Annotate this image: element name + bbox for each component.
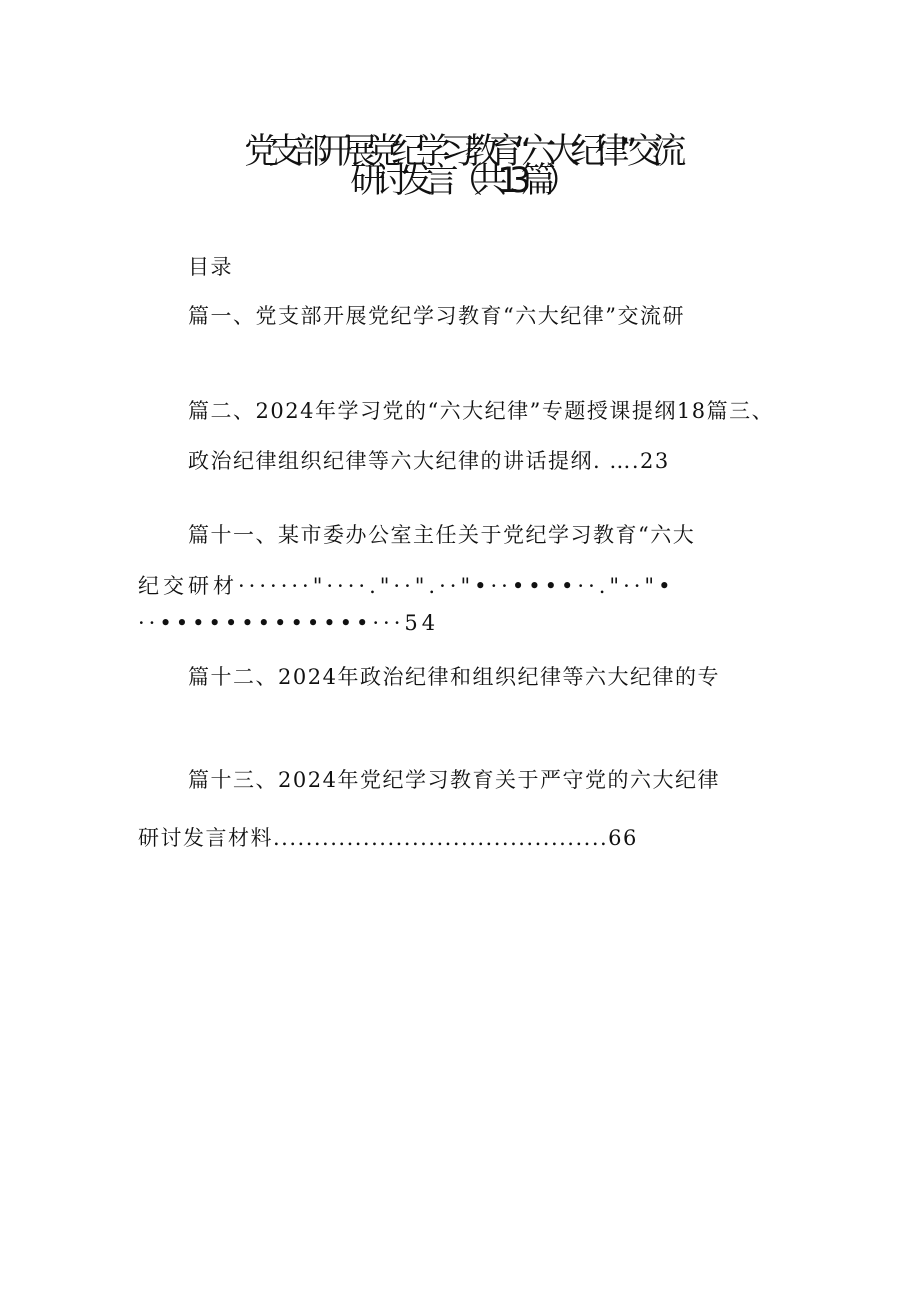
toc-entry-3-line-3: ··•••••••••••••···54 [138, 611, 440, 635]
toc-entry-5-line-1: 篇十三、2024年党纪学习教育关于严守党的六大纪律 [188, 768, 720, 792]
toc-entry-5-line-2: 研讨发言材料.........................................66 [138, 826, 638, 850]
toc-entry-4: 篇十二、2024年政治纪律和组织纪律等六大纪律的专 [188, 665, 720, 689]
toc-entry-2-line-2: 政治纪律组织纪律等六大纪律的讲话提纲. ….23 [188, 449, 670, 473]
toc-entry-2-line-1: 篇二、2024年学习党的“六大纪律”专题授课提纲18篇三、 [188, 399, 775, 423]
toc-entry-3-line-2: 纪交研材·······"····."··".··"•··••••··."··"• [138, 574, 675, 598]
document-title-line-2: 研讨发言（共13篇） [350, 161, 570, 201]
document-title-line-1: 党支部开展党纪学习教育“六大纪律”交流 [244, 132, 676, 172]
toc-heading: 目录 [188, 255, 233, 279]
toc-entry-3-line-1: 篇十一、某市委办公室主任关于党纪学习教育“六大 [188, 523, 696, 547]
toc-entry-1: 篇一、党支部开展党纪学习教育“六大纪律”交流研 [188, 304, 685, 328]
